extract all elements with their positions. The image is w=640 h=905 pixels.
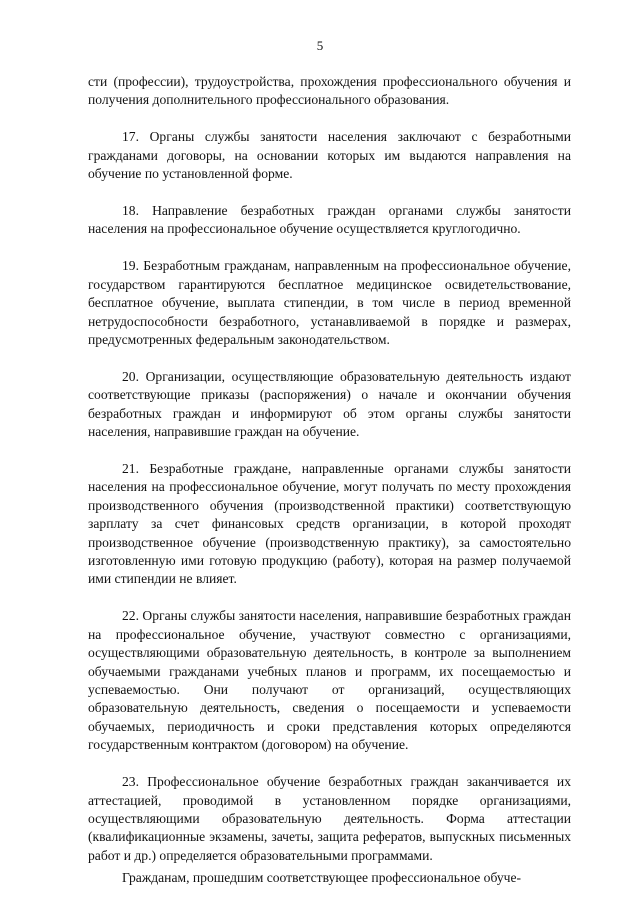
page-number: 5 — [316, 38, 324, 53]
paragraph-23-continuation: Гражданам, прошедшим соответствующее профессиональное обуче- — [122, 870, 522, 886]
paragraph-continuation: сти (профессии), трудоустройства, прохождения профессионального обучения и получения дополнительного профессионального образования. — [88, 74, 571, 108]
paragraph-17: 17. Органы службы занятости населения заключают с безработными гражданами договоры, на основании которых им выдаются направления на обучение по установленной форме. — [88, 129, 571, 182]
paragraph-19: 19. Безработным гражданам, направленным на профессиональное обучение, государством гарантируются бесплатное медицинское освидетельствование, бесплатное обучение, выплата стипендии, в том числе в период временной нетрудоспособности безработного, устанавливаемой в порядке и размерах, предусмотренных федеральным законодательством. — [88, 258, 571, 347]
paragraph-20: 20. Организации, осуществляющие образовательную деятельность издают соответствующие приказы (распоряжения) о начале и окончании обучения безработных граждан и информируют об этом органы службы занятости населения, направившие граждан на обучение. — [88, 368, 571, 440]
paragraph-21: 21. Безработные граждане, направленные органами службы занятости населения на профессиональное обучение, могут получать по месту прохождения производственного обучения (производственной практики) соответствующую зарплату за счет финансовых средств организации, в которой проходят производственное обучение (производственную практику), за самостоятельно изготовленную ими готовую продукцию (работу), которая на размер получаемой ими стипендии не влияет. — [88, 461, 571, 587]
paragraph-18: 18. Направление безработных граждан органами службы занятости населения на профессиональное обучение осуществляется круглогодично. — [88, 203, 571, 237]
paragraph-22: 22. Органы службы занятости населения, направившие безработных граждан на профессиональное обучение, участвуют совместно с организациями, осуществляющими образовательную деятельность, в контроле за выполнением обучаемыми гражданами учебных планов и программ, их посещаемостью и успеваемостью. Они получают от организаций, осуществляющих образовательную деятельность, сведения о посещаемости и успеваемости обучаемых, периодичность и сроки представления которых определяются государственным контрактом (договором) на обучение. — [88, 608, 571, 753]
document-body — [88, 73, 571, 888]
paragraph-23: 23. Профессиональное обучение безработных граждан заканчивается их аттестацией, проводимой в установленном порядке организациями, осуществляющими образовательную деятельность. Форма аттестации (квалификационные экзамены, зачеты, защита рефератов, выпускных письменных работ и др.) определяется образовательными программами. — [88, 774, 571, 863]
